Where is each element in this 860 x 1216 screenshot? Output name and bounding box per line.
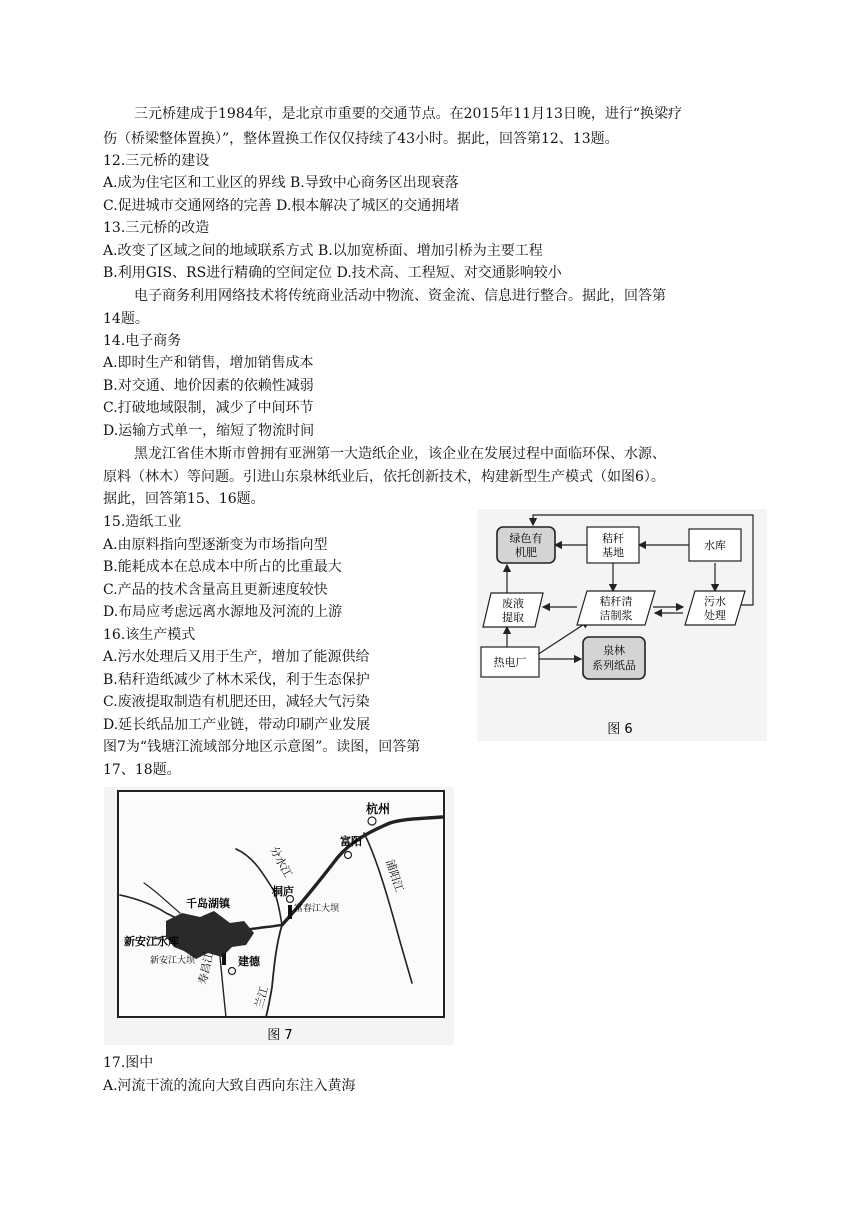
hangzhou-marker xyxy=(368,817,376,825)
question-14-option-a: A.即时生产和销售，增加销售成本 xyxy=(103,355,314,371)
label-lanjiang: 兰江 xyxy=(252,985,271,1010)
label-shouchangjiang: 寿昌江 xyxy=(196,950,216,986)
question-15-option-d: D.布局应考虑远离水源地及河流的上游 xyxy=(103,604,343,620)
passage-2-line-1: 电子商务利用网络技术将传统商业活动中物流、资金流、信息进行整合。据此，回答第 xyxy=(134,288,666,304)
figure-6-caption: 图 6 xyxy=(607,722,633,737)
question-15-option-a: A.由原料指向型逐渐变为市场指向型 xyxy=(103,537,328,553)
question-12-stem: 12.三元桥的建设 xyxy=(103,153,210,169)
question-16-option-d: D.延长纸品加工产业链，带动印刷产业发展 xyxy=(103,717,371,733)
fuyang-marker xyxy=(345,852,352,859)
label-fenshuijiang: 分水江 xyxy=(267,844,295,880)
question-14-option-d: D.运输方式单一，缩短了物流时间 xyxy=(103,423,315,439)
question-13-options-ab: A.改变了区域之间的地域联系方式 B.以加宽桥面、增加引桥为主要工程 xyxy=(103,243,543,259)
node-paper-label-2: 系列纸品 xyxy=(592,659,636,672)
question-12-options-ab: A.成为住宅区和工业区的界线 B.导致中心商务区出现衰落 xyxy=(103,175,459,191)
label-hangzhou: 杭州 xyxy=(366,802,391,816)
fuchunjiang-dam-marker xyxy=(288,905,292,919)
question-16-option-a: A.污水处理后又用于生产，增加了能源供给 xyxy=(103,649,370,665)
question-16-option-c: C.废液提取制造有机肥还田，减轻大气污染 xyxy=(103,694,370,710)
question-17-stem: 17.图中 xyxy=(103,1055,154,1071)
node-sewage-label-2: 处理 xyxy=(704,609,726,622)
node-sewage-label-1: 污水 xyxy=(704,595,726,608)
question-15-option-b: B.能耗成本在总成本中所占的比重最大 xyxy=(103,559,342,575)
passage-1-line-1: 三元桥建成于1984年，是北京市重要的交通节点。在2015年11月13日晚，进行“换梁疗 xyxy=(134,106,683,122)
question-13-options-cd: B.利用GIS、RS进行精确的空间定位 D.技术高、工程短、对交通影响较小 xyxy=(103,265,562,281)
passage-3-line-3: 据此，回答第15、16题。 xyxy=(103,491,265,507)
label-fuchunjiang-dam: 富春江大坝 xyxy=(294,904,340,914)
figure-6-flow-diagram xyxy=(477,509,767,741)
question-12-options-cd: C.促进城市交通网络的完善 D.根本解决了城区的交通拥堵 xyxy=(103,198,460,214)
question-14-option-c: C.打破地域限制，减少了中间环节 xyxy=(103,400,314,416)
question-16-option-b: B.秸秆造纸减少了林木采伐，利于生态保护 xyxy=(103,672,370,688)
figure-7-map xyxy=(104,787,454,1045)
node-power-label: 热电厂 xyxy=(493,656,527,669)
passage-1-line-2: 伤（桥梁整体置换）”，整体置换工作仅仅持续了43小时。据此，回答第12、13题。 xyxy=(103,131,619,147)
node-pulp-label-1: 秸秆清 xyxy=(599,595,633,608)
question-15-option-c: C.产品的技术含量高且更新速度较快 xyxy=(103,582,328,598)
passage-3-line-2: 原料（林木）等问题。引进山东泉林纸业后，依托创新技术，构建新型生产模式（如图6）。 xyxy=(103,469,665,485)
node-straw-label-2: 基地 xyxy=(602,546,624,559)
question-16-stem: 16.该生产模式 xyxy=(103,627,196,643)
question-14-option-b: B.对交通、地价因素的依赖性减弱 xyxy=(103,378,314,394)
label-fuyang: 富阳 xyxy=(340,835,362,848)
passage-4-line-2: 17、18题。 xyxy=(103,762,181,778)
label-puyangjiang: 浦阳江 xyxy=(383,857,406,894)
label-jiande: 建德 xyxy=(238,955,260,968)
figure-7-caption: 图 7 xyxy=(267,1028,293,1043)
question-17-option-a: A.河流干流的流向大致自西向东注入黄海 xyxy=(103,1078,356,1094)
passage-3-line-1: 黑龙江省佳木斯市曾拥有亚洲第一大造纸企业，该企业在发展过程中面临环保、水源、 xyxy=(134,446,666,462)
node-reservoir-label: 水库 xyxy=(704,539,726,552)
node-fertilizer-label-2: 机肥 xyxy=(515,546,537,559)
label-xinanjiang-dam: 新安江大坝 xyxy=(150,956,196,966)
question-13-stem: 13.三元桥的改造 xyxy=(103,220,210,236)
node-waste-label-1: 废液 xyxy=(502,597,524,610)
node-fertilizer-label-1: 绿色有 xyxy=(509,532,543,545)
jiande-marker xyxy=(229,968,236,975)
node-straw-label-1: 秸秆 xyxy=(602,532,624,545)
question-15-stem: 15.造纸工业 xyxy=(103,514,182,530)
passage-2-line-2: 14题。 xyxy=(103,311,149,327)
node-pulp-label-2: 洁制浆 xyxy=(599,609,633,622)
question-14-stem: 14.电子商务 xyxy=(103,333,182,349)
passage-4-line-1: 图7为“钱塘江流域部分地区示意图”。读图，回答第 xyxy=(103,739,421,755)
node-paper-label-1: 泉林 xyxy=(603,644,625,657)
label-qiandaohu-town: 千岛湖镇 xyxy=(186,897,230,910)
label-tonglu: 桐庐 xyxy=(272,885,294,898)
node-waste-label-2: 提取 xyxy=(502,611,524,624)
map-frame xyxy=(118,791,444,1017)
xinanjiang-dam-marker xyxy=(222,953,226,965)
label-xinanjiang-reservoir: 新安江水库 xyxy=(124,935,179,948)
